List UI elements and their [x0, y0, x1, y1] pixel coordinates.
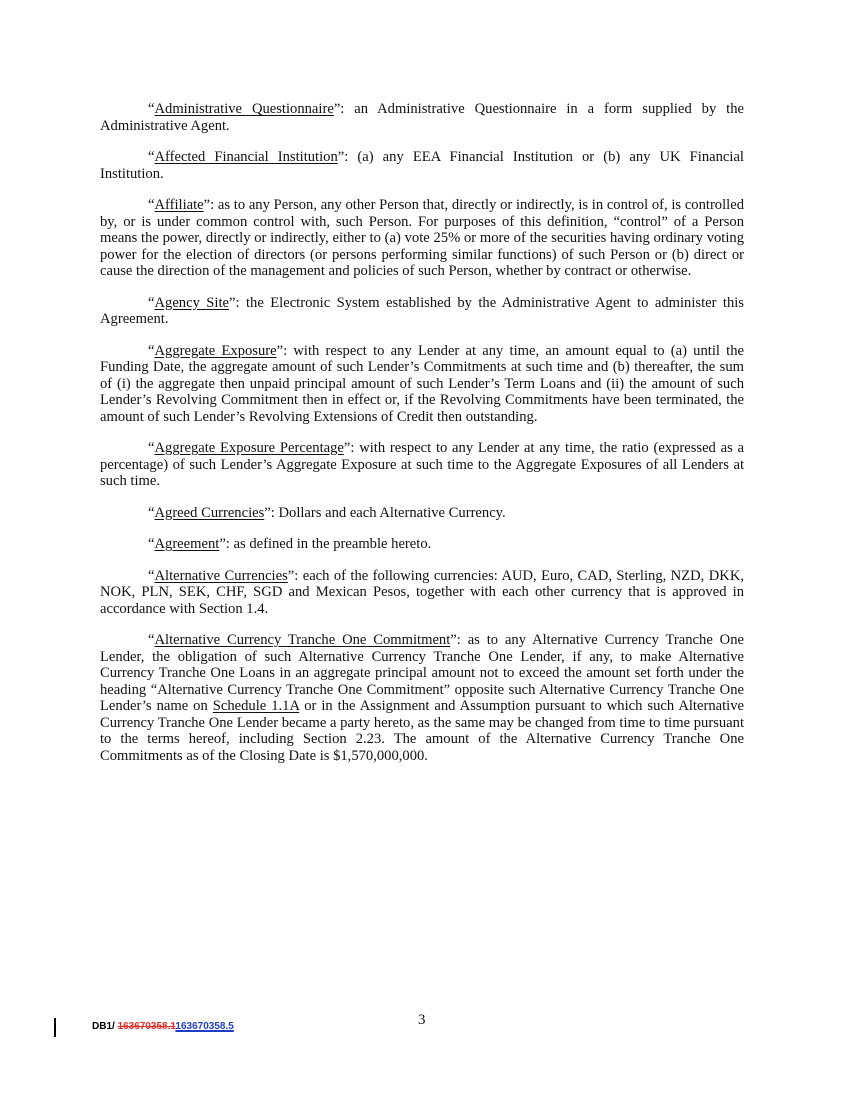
definition-alternative-currency-tranche-one-commitment [100, 632, 744, 764]
defined-term: Administrative Questionnaire [154, 101, 334, 117]
defined-term: Affected Financial Institution [154, 149, 338, 165]
definition-text: as defined in the preamble hereto. [233, 536, 432, 552]
close-quote: ”: [287, 567, 303, 584]
defined-term: Alternative Currency Tranche One Commitment [154, 632, 451, 648]
document-id-prefix: DB1/ [92, 1021, 118, 1032]
close-quote: ”: [203, 197, 218, 213]
defined-term: Aggregate Exposure [154, 342, 277, 359]
open-quote: “ [148, 149, 155, 165]
defined-term: Alternative Currencies [154, 567, 288, 584]
definition-aggregate-exposure-percentage [100, 440, 744, 490]
open-quote: “ [148, 567, 155, 584]
definition-agreed-currencies [100, 505, 744, 522]
definition-text: each of the following currencies: AUD, Euro, CAD, Sterling, NZD, DKK, NOK, PLN, SEK, CHF, SGD and Mexican Pesos, together with each other currency that is approved in accordance with Section 1.4. [100, 567, 745, 617]
definition-text: (a) any EEA Financial Institution or (b) any UK Financial Institution. [100, 149, 744, 182]
close-quote: ”: [337, 149, 358, 165]
definition-text: Dollars and each Alternative Currency. [278, 504, 506, 521]
close-quote: ”: [264, 504, 279, 521]
definition-text: an Administrative Questionnaire in a form supplied by the Administrative Agent. [100, 101, 745, 134]
inserted-document-id: 163670358.5 [175, 1021, 234, 1032]
close-quote: ”: [450, 632, 468, 648]
definition-agreement [100, 536, 744, 553]
page-number: 3 [418, 1012, 426, 1028]
definition-text: with respect to any Lender at any time, an amount equal to (a) until the Funding Date, the aggregate amount of such Lender’s Commitments at such time and (b) thereafter, the sum of (i) the aggregate then unpaid principal amount of such Lender’s Term Loans and (ii) the amount of such Lender’s Revolving Commitment then in effect or, if the Revolving Commitments have been terminated, the amount of such Lender’s Revolving Extensions of Credit then outstanding. [100, 342, 744, 425]
open-quote: “ [148, 197, 155, 213]
deleted-document-id: 163670358.1 [117, 1021, 176, 1032]
close-quote: ”: [333, 101, 355, 117]
open-quote: “ [148, 342, 155, 359]
close-quote: ”: [276, 342, 294, 359]
defined-term: Agreed Currencies [154, 504, 265, 521]
close-quote: ”: [229, 294, 246, 311]
definition-administrative-questionnaire [100, 101, 744, 134]
defined-term: Aggregate Exposure Percentage [154, 440, 344, 456]
open-quote: “ [148, 536, 155, 552]
open-quote: “ [148, 294, 155, 311]
definition-text: as to any Person, any other Person that, directly or indirectly, is in control of, is controlled by, or is under common control with, such Person. For purposes of this definition, “control” of a Person means the power, directly or indirectly, either to (a) vote 25% or more of the securities having ordinary voting power for the election of directors (or persons performing similar functions) of such Person or (b) direct or cause the direction of the management and policies of such Person, whether by contract or otherwise. [100, 197, 744, 279]
definition-text: the Electronic System established by the Administrative Agent to administer this Agreement. [100, 294, 744, 327]
open-quote: “ [148, 504, 155, 521]
definition-aggregate-exposure [100, 343, 744, 426]
open-quote: “ [148, 632, 155, 648]
defined-term: Agency Site [154, 294, 230, 311]
document-id [92, 1021, 234, 1032]
definition-text: as to any Alternative Currency Tranche One Lender, the obligation of such Alternative Currency Tranche One Lender, if any, to make Alternative Currency Tranche One Loans in an aggregate principal amount not to exceed the amount set forth under the heading “Alternative Currency Tranche One Commitment” opposite such Alternative Currency Tranche One Lender’s name on [100, 632, 744, 714]
definition-alternative-currencies [100, 568, 744, 618]
definition-affiliate [100, 197, 744, 280]
definition-agency-site [100, 295, 744, 328]
change-bar [54, 1018, 56, 1037]
defined-term: Affiliate [154, 197, 204, 213]
definition-text: with respect to any Lender at any time, the ratio (expressed as a percentage) of such Lender’s Aggregate Exposure at such time to the Aggregate Exposures of all Lenders at such time. [100, 440, 744, 489]
definition-affected-financial-institution [100, 149, 744, 182]
definitions-section [100, 101, 744, 779]
schedule-reference: Schedule 1.1A [212, 698, 300, 714]
open-quote: “ [148, 440, 155, 456]
close-quote: ”: [219, 536, 234, 552]
definition-text-continued: or in the Assignment and Assumption pursuant to which such Alternative Currency Tranche One Lender became a party hereto, as the same may be changed from time to time pursuant to the terms hereof, including Section 2.23. The amount of the Alternative Currency Tranche One Commitments as of the Closing Date is $1,570,000,000. [100, 698, 744, 764]
close-quote: ”: [343, 440, 360, 456]
open-quote: “ [148, 101, 155, 117]
defined-term: Agreement [154, 536, 220, 552]
